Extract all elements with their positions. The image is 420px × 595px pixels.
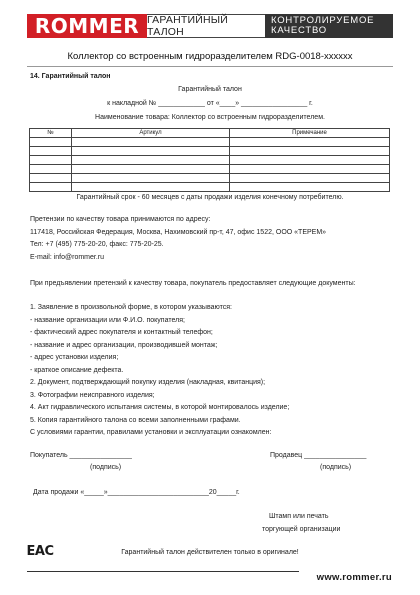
list-item: 2. Документ, подтверждающий покупку изделия (накладная, квитанция);	[30, 379, 266, 386]
claims-address-line: 117418, Российская Федерация, Москва, Нахимовский пр-т, 47, офис 1522, ООО «ТЕРЕМ»	[30, 228, 327, 236]
items-table	[29, 128, 390, 192]
quality-line-2: КАЧЕСТВО	[271, 25, 327, 36]
quality-line-1: КОНТРОЛИРУЕМОЕ	[271, 15, 375, 26]
col-article: Артикул	[72, 129, 230, 138]
table-header-row	[30, 129, 390, 138]
warranty-term: Гарантийный срок - 60 месяцев с даты продажи изделия конечному потребителю.	[76, 194, 344, 201]
claims-address	[30, 214, 392, 264]
stamp-label-2: торгующей организации	[262, 526, 341, 533]
table-row	[30, 183, 390, 192]
product-title: Коллектор со встроенным гидроразделителем RDG-0018-xxxxxx	[67, 51, 353, 62]
col-number: №	[30, 129, 72, 138]
table-row	[30, 165, 390, 174]
stamp-label: Штамп или печать	[269, 513, 329, 520]
header-title: ГАРАНТИЙНЫЙ ТАЛОН	[147, 14, 265, 38]
table-row	[30, 138, 390, 147]
list-item: 4. Акт гидравлического испытания системы, в которой монтировалось изделие;	[30, 404, 290, 411]
agreement-text: С условиями гарантии, правилами установки и эксплуатации ознакомлен:	[30, 429, 272, 436]
table-row	[30, 156, 390, 165]
list-item: - адрес установки изделия;	[30, 354, 119, 361]
list-item: - название и адрес организации, производившей монтаж;	[30, 341, 218, 349]
list-item: - краткое описание дефекта.	[30, 366, 124, 374]
buyer-sign-label: (подпись)	[90, 464, 122, 471]
product-name: Наименование товара: Коллектор со встроенным гидроразделителем.	[95, 114, 325, 121]
list-item: - название организации или Ф.И.О. покупателя;	[30, 316, 185, 324]
footer-divider	[27, 571, 299, 572]
claims-address-line: Претензии по качеству товара принимаются по адресу:	[30, 216, 211, 223]
claims-email: E-mail: info@rommer.ru	[30, 253, 105, 261]
seller-signature: Продавец ________________	[270, 452, 367, 459]
section-heading: 14. Гарантийный талон	[30, 73, 111, 80]
documents-list	[30, 302, 392, 440]
col-note: Примечание	[230, 129, 390, 138]
footer-url[interactable]: www.rommer.ru	[316, 572, 392, 583]
divider	[27, 66, 393, 67]
seller-sign-label: (подпись)	[320, 464, 352, 471]
final-note: Гарантийный талон действителен только в оригинале!	[121, 549, 299, 556]
list-item: - фактический адрес покупателя и контактный телефон;	[30, 329, 213, 336]
claims-intro: При предъявлении претензий к качеству товара, покупатель предоставляет следующие документы:	[30, 280, 356, 287]
table-row	[30, 147, 390, 156]
list-item: 1. Заявление в произвольной форме, в котором указываются:	[30, 304, 232, 311]
list-item: 3. Фотографии неисправного изделия;	[30, 391, 155, 399]
header	[27, 14, 393, 38]
buyer-signature: Покупатель ________________	[30, 452, 132, 459]
claims-address-line: Тел: +7 (495) 775-20-20, факс: 775-20-25.	[30, 241, 164, 248]
talon-heading: Гарантийный талон	[178, 86, 242, 93]
rommer-logo: ROMMER	[27, 14, 147, 38]
invoice-line: к накладной № ____________ от «____» _________________ г.	[107, 100, 313, 107]
sale-date: Дата продажи «_____»__________________________20_____г.	[33, 489, 240, 496]
quality-badge	[265, 14, 393, 38]
list-item: 5. Копия гарантийного талона со всеми заполненными графами.	[30, 416, 241, 424]
eac-mark-icon: EAC	[26, 544, 54, 559]
table-row	[30, 174, 390, 183]
